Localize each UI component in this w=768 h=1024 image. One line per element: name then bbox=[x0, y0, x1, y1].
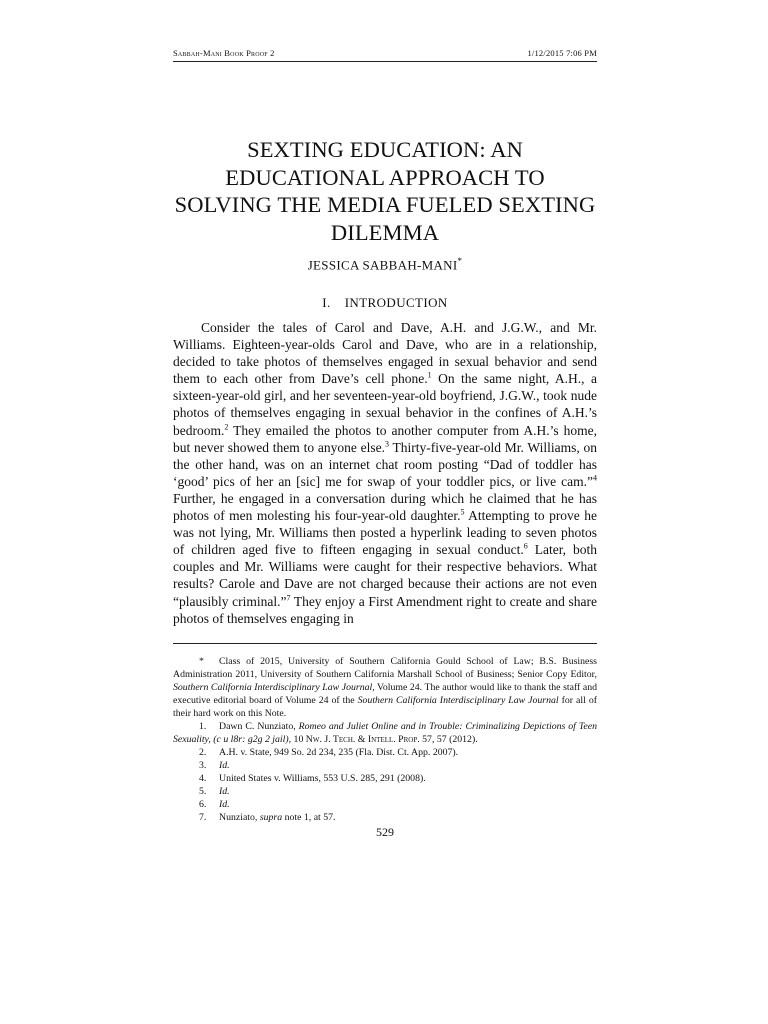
footnote-text: , 10 bbox=[288, 734, 306, 745]
footnote-text: Id. bbox=[219, 799, 230, 810]
sentence: They emailed the photos to another computer from A.H.’s home, but never showed them to anyone else. bbox=[173, 422, 597, 455]
footnote-number: 7. bbox=[199, 812, 207, 823]
paragraph bbox=[173, 319, 597, 627]
footnote-ref: 7 bbox=[286, 593, 291, 602]
body-text bbox=[173, 319, 597, 627]
footnote-ref: 4 bbox=[593, 473, 597, 483]
footnote-text: Nunziato, bbox=[219, 812, 260, 823]
footnote-journal: Southern California Interdisciplinary Law Journal bbox=[357, 695, 559, 706]
footnote-journal: Southern California Interdisciplinary Law Journal bbox=[173, 682, 373, 693]
footnote-3 bbox=[173, 759, 597, 772]
section-heading bbox=[173, 295, 597, 311]
footnote-6 bbox=[173, 798, 597, 811]
footnote-number: 2. bbox=[199, 747, 207, 758]
header-proof-label: Sabbah-Mani Book Proof 2 bbox=[173, 48, 275, 58]
footnote-text: Id. bbox=[219, 786, 230, 797]
footnote-ref: 5 bbox=[460, 507, 465, 517]
footnote-journal: Nw. J. Tech. & Intell. Prop. bbox=[305, 734, 420, 745]
footnote-divider bbox=[173, 643, 597, 644]
sentence: Thirty-five-year-old Mr. Williams, on the other hand, was on an internet chat room posting “Dad of toddler has ‘good’ pics of her an [sic] me for swap of your toddler pics, or live cam.” bbox=[173, 439, 597, 489]
footnote-star bbox=[173, 655, 597, 720]
sentence: Consider the tales of Carol and Dave, A.H. and J.G.W., and Mr. Williams. Eighteen-year-olds Carol and Dave, who are in a relationship, decided to take photos of themselves engaged in sexual behavior and send them to each other from Dave’s cell phone. bbox=[173, 320, 597, 387]
section-title: INTRODUCTION bbox=[344, 295, 448, 310]
author-footnote-mark: * bbox=[457, 256, 463, 266]
footnote-text: Class of 2015, University of Southern California Gould School of Law; B.S. Business Administration 2011, University of Southern California Marshall School of Business; Senior Copy Editor, bbox=[173, 656, 597, 680]
footnote-text: A.H. v. State, 949 So. 2d 234, 235 (Fla. Dist. Ct. App. 2007). bbox=[219, 747, 459, 758]
sentence: They enjoy a First Amendment right to create and share photos of themselves engaging in bbox=[173, 593, 597, 626]
footnote-number: 1. bbox=[199, 721, 207, 732]
footnote-ref: 6 bbox=[523, 541, 528, 551]
footnote-text: Id. bbox=[219, 760, 230, 771]
footnote-text: Dawn C. Nunziato, bbox=[219, 721, 299, 732]
footnote-7 bbox=[173, 811, 597, 824]
running-header bbox=[173, 48, 597, 62]
footnote-number: 4. bbox=[199, 773, 207, 784]
footnote-1 bbox=[173, 720, 597, 746]
footnote-4 bbox=[173, 772, 597, 785]
author-byline bbox=[173, 256, 597, 273]
sentence: On the same night, A.H., a sixteen-year-old girl, and her seventeen-year-old boyfriend, J.G.W., took nude photos of themselves engaging in sexual behavior in the confines of A.H.’s bedroom. bbox=[173, 371, 597, 438]
footnote-article-title: Romeo and Juliet Online and in Trouble: Criminalizing Depictions of Teen Sexuality, (c u l8r: g2g 2 jail) bbox=[173, 721, 598, 745]
section-number: I. bbox=[322, 295, 331, 310]
author-name: JESSICA SABBAH-MANI bbox=[307, 257, 458, 273]
title-line: DILEMMA bbox=[330, 219, 440, 245]
footnote-text: for all of their hard work on this Note. bbox=[173, 695, 597, 719]
footnote-number: 6. bbox=[199, 799, 207, 810]
footnote-text: 57, 57 (2012). bbox=[419, 734, 478, 745]
footnote-text: United States v. Williams, 553 U.S. 285, 291 (2008). bbox=[219, 773, 426, 784]
footnote-5 bbox=[173, 785, 597, 798]
page-number: 529 bbox=[376, 825, 394, 839]
footnote-text: , Volume 24. The author would like to thank the staff and executive editorial board of Volume 24 of the bbox=[173, 682, 597, 706]
title-line: SEXTING EDUCATION: AN bbox=[247, 137, 523, 162]
article-title bbox=[173, 136, 597, 246]
footnote-number: 5. bbox=[199, 786, 207, 797]
footnote-number: 3. bbox=[199, 760, 207, 771]
footnote-ref: 1 bbox=[427, 370, 432, 380]
footnote-ref: 2 bbox=[224, 422, 229, 432]
footnote-2 bbox=[173, 746, 597, 759]
title-line: SOLVING THE MEDIA FUELED SEXTING bbox=[174, 192, 596, 217]
footnote-text: supra bbox=[259, 812, 283, 823]
footnote-text: note 1, at 57. bbox=[282, 812, 336, 823]
sentence: Later, both couples and Mr. Williams were caught for their respective behaviors. What results? Carole and Dave are not charged because their actions are not even “plausibly criminal.” bbox=[173, 542, 598, 609]
footnote-number: * bbox=[199, 656, 204, 667]
sentence: Further, he engaged in a conversation during which he claimed that he has photos of men molesting his four-year-old daughter. bbox=[173, 490, 597, 524]
footnote-ref: 3 bbox=[384, 439, 389, 449]
title-line: EDUCATIONAL APPROACH TO bbox=[225, 164, 545, 190]
sentence: Attempting to prove he was not lying, Mr. Williams then posted a hyperlink leading to seven photos of children aged five to fifteen engaging in sexual conduct. bbox=[173, 508, 597, 558]
header-timestamp: 1/12/2015 7:06 PM bbox=[527, 48, 597, 58]
footnotes bbox=[173, 655, 597, 824]
